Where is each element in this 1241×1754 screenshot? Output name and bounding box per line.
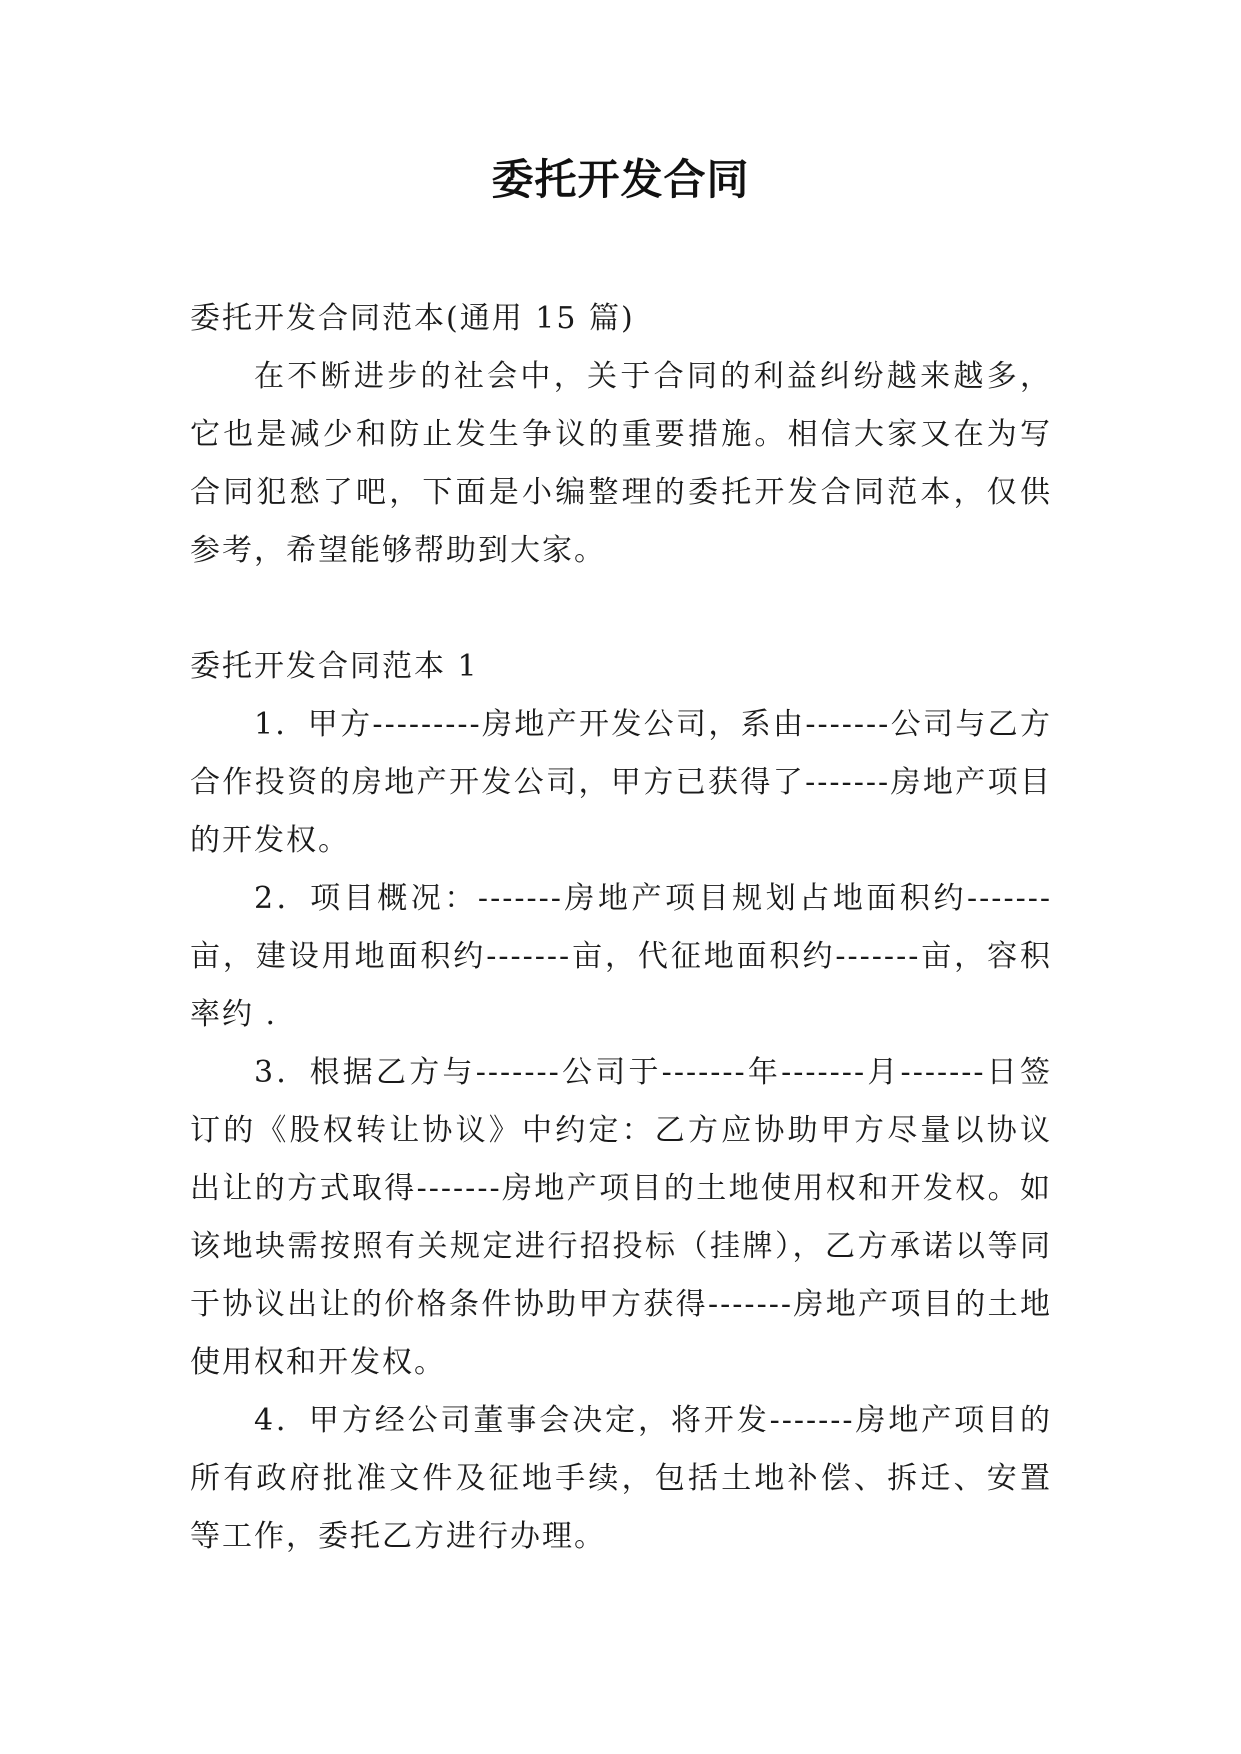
document-title: 委托开发合同 (491, 155, 750, 204)
clause-paragraph: 1．甲方---------房地产开发公司，系由-------公司与乙方合作投资的房地产开发公司，甲方已获得了-------房地产项目的开发权。 (190, 707, 1052, 858)
section-heading: 委托开发合同范本 1 (190, 649, 479, 684)
clause-paragraph: 3．根据乙方与-------公司于-------年-------月-------日签订的《股权转让协议》中约定：乙方应协助甲方尽量以协议出让的方式取得-------房地产项目的土地使用权和开发权。如该地块需按照有关规定进行招投标（挂牌），乙方承诺以等同于协议出让的价格条件协助甲方获得-------房地产项目的土地使用权和开发权。 (190, 1055, 1052, 1380)
section-spacer (190, 580, 1052, 638)
document-subtitle: 委托开发合同范本(通用 15 篇) (190, 301, 635, 336)
clause-paragraph: 2．项目概况：-------房地产项目规划占地面积约-------亩，建设用地面积约-------亩，代征地面积约-------亩，容积率约 . (190, 881, 1052, 1032)
intro-paragraph: 在不断进步的社会中，关于合同的利益纠纷越来越多，它也是减少和防止发生争议的重要措施。相信大家又在为写合同犯愁了吧，下面是小编整理的委托开发合同范本，仅供参考，希望能够帮助到大家。 (190, 359, 1052, 568)
document-body (190, 290, 1052, 1566)
clause-paragraph: 4．甲方经公司董事会决定，将开发-------房地产项目的所有政府批准文件及征地手续，包括土地补偿、拆迁、安置等工作，委托乙方进行办理。 (190, 1403, 1052, 1554)
